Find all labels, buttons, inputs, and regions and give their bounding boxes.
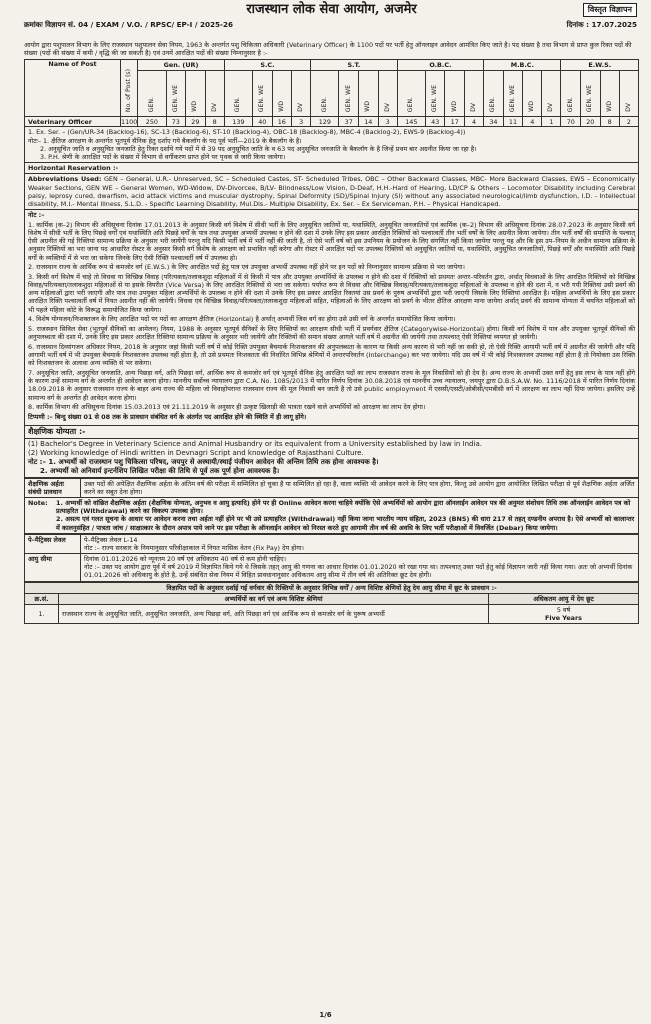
note-item: 4. विशेष योग्यजन/निःशक्तजन के लिए आरक्षित पदों पर पदों का आरक्षण क्षैतिज (Horizontal) है अर्थात् अभ्यर्थी जिस वर्ग का होगा उसे उसी वर्ग के अन्तर्गत समायोजित किया जायेगा। <box>28 315 456 324</box>
page-number: 1/6 <box>319 1011 332 1020</box>
note-item: 2. राजस्थान राज्य के आर्थिक रूप से कमजोर वर्ग (E.W.S.) के लिए आरक्षित पदों हेतु पात्र एवं उपयुक्त अभ्यर्थी उपलब्ध नहीं होने पर इन पदों को निम्नानुसार सामान्य प्रक्रिया से भरा जायेगा। <box>28 263 465 272</box>
page-title: राजस्थान लोक सेवा आयोग, अजमेर <box>246 2 417 17</box>
qualification-note: नोट :– 1. अभ्यर्थी को राजस्थान पशु चिकित्सा परिषद, जयपुर से अस्थायी/स्थाई पंजीयन आवेदन की अन्तिम तिथि तक होना आवश्यक है। <box>28 457 379 466</box>
pay-note: नोट :– राज्य सरकार के नियमानुसार परिवीक्षाकाल में नियत मासिक वेतन (Fix Pay) देय होगा। <box>84 543 304 552</box>
sub-header: GEN. WE <box>252 71 272 117</box>
note-item: 3. किसी वर्ग विशेष में चाहे तो विधवा या विच्छिन्न विवाह (परित्यक्ता/तलाकशुदा महिलाओं में से किसी में पात्र और उपयुक्त अभ्यर्थियों के उपलब्ध न होने की दशा में रिक्तियों को प्रथमतः अन्तर–परिवर्तन द्वारा, अर्थात् विधवाओं के लिए आरक्षित रिक्तियों को विच्छिन्न विवाह/परित्यक्ता/तलाकशुदा महिलाओं से या इसके विपरीत (Vice Versa) के लिए आरक्षित रिक्तियों से भरा जा सकेगा। पर्याप्त रूप से विधवा और विच्छिन्न विवाह/परित्यक्ता/तलाकशुदा महिलाओं के उपलब्ध न होने की दशा में, न भरी गयी रिक्तियां उसी प्रवर्ग की अन्य महिलाओं द्वारा भरी जाएगी और पात्र तथा उपयुक्त महिला अभ्यर्थियों के उपलब्ध न होने की दशा में उनके लिए इस प्रकार आरक्षित रिक्तयां उस प्रवर्ग के पुरुष अभ्यर्थियों द्वारा भरी जाएगी जिसके लिए रिक्तियां आरक्षित है। महिला अभ्यर्थियों के लिए इस प्रकार आरक्षित रिक्ति पश्चात्वर्ती वर्ष में नियत अग्रनीत नहीं की जायेगी। विधवा एवं विच्छिन्न विवाह/परित्यक्ता/तलाकशुदा महिलाओं सहित, महिलाओं के लिए आरक्षण को प्रवर्ग के भीतर क्षैतिज आरक्षण माना जायेगा अर्थात् प्रवर्ग की सामान्य योग्यता में चयनित महिलाओं को भी पहले महिला कोटे के विरूद्ध समायोजित किया जायेगा। <box>28 272 635 314</box>
pay-level-key: पे–मैट्रिक्स लेवल <box>25 534 81 553</box>
main-note-item: 2. असत्य एवं गलत सूचना के आधार पर आवेदन करना तथा अर्हता नहीं होने पर भी उसे प्रत्याहरित (Withdrawal) नहीं किया जाना भारतीय न्याय संहिता, 2023 (BNS) की धारा 217 से तहत् दण्डनीय अपराध है। ऐसे अभ्यर्थी को कालान्तर में कालनुसंहित / पात्रता जांच / साक्षात्कार के दौरान अपात्र पाये जाने पर इस परीक्षा के ऑनलाईन आवेदन को निरस्त करते हुए आगामी तीन वर्ष की अवधि के लिए भर्ती परीक्षाओं में विवर्जित (Debar) किया जायेगा। <box>56 515 635 532</box>
sub-header: GEN. WE <box>339 71 359 117</box>
notes-heading: नोट :– <box>28 211 45 220</box>
row-age-hindi: 5 वर्ष <box>556 606 571 615</box>
qualification-item: (1) Bachelor's Degree in Veterinary Science and Animal Husbandry or its equivalent from a University established by law in India. <box>28 439 482 448</box>
group-header: O.B.C. <box>397 60 483 71</box>
col-sn: क्र.सं. <box>25 593 59 604</box>
vacancy-value: 129 <box>311 117 339 127</box>
backlog-note: 2. अनुसूचित जाति व अनुसूचित जनजाति हेतु रिक्त दर्शाये गये पदों में से 39 पद अनुसूचित जाति के व 63 पद अनुसूचित जनजाति के बैकलॉग के है जिन्हें प्रथम बार अग्रनीत किया जा रहा है। <box>40 144 477 153</box>
vacancy-value: 2 <box>619 117 638 127</box>
relaxation-caption: विज्ञापित पदों के अनुसार दर्शाई गई वर्गवार की रिक्तियों के अनुसार विभिन्न वर्गों / अन्य विशिष्ट श्रेणियों हेतु देय आयु सीमा में छूट के प्रावधान :- <box>25 582 639 593</box>
age-limit-line: दिनांक 01.01.2026 को न्यूनतम 20 वर्ष एवं अधिकतम 40 वर्ष से कम होनी चाहिए। <box>84 555 287 564</box>
group-header: S.C. <box>224 60 310 71</box>
backlog-line: 1. Ex. Ser. – (Gen/UR-34 (Backlog-16), SC-13 (Backlog-6), ST-10 (Backlog-4), OBC-18 (Backlog-8), MBC-4 (Backlog-2), EWS-9 (Backlog-4)) <box>28 128 466 137</box>
pay-level-value: पे–मैट्रिक्स लेवल L-14 <box>84 535 138 544</box>
post-count: 1100 <box>121 117 138 126</box>
header <box>24 0 639 40</box>
vacancy-value: 20 <box>581 117 601 127</box>
sub-header: WD <box>600 71 619 117</box>
col-category: अभ्यर्थियों का वर्ग एवं अन्य विशिष्ट श्रेणियां <box>59 593 489 604</box>
vacancy-row <box>25 117 639 127</box>
sub-header: WD <box>186 71 206 117</box>
note-item: 7. अनुसूचित जाति, अनुसूचित जनजाति, अन्य पिछड़ा वर्ग, अति पिछड़ा वर्ग, आर्थिक रूप से कमजोर वर्ग एवं भूतपूर्व सैनिक हेतु आरक्षित पदों का लाभ राजस्थान राज्य के मूल निवासियों को ही देय है। अन्य राज्य के अभ्यर्थी उक्त वर्गों हेतु इस लाभ के पात्र नहीं होंगे के कारण उन्हें सामान्य वर्ग के अन्तर्गत ही आवेदन करना होगा। माननीय सर्वोच्च न्यायालय द्वारा C.A. No. 1085/2013 में पारित निर्णय दिनांक 30.08.2018 एवं माननीय उच्च न्यायालय, जयपुर द्वारा D.B.S.A.W. No. 1116/2018 में पारित निर्णय दिनांक 18.09.2018 के अनुसार राजस्थान राज्य के बाहर अन्य राज्य की महिला जो विवाहोपरान्त राजस्थान राज्य की मूल निवासी बन जाती है तो उसे public employment में एससी/एसटी/ओबीसी/एमबीसी वर्ग में आरक्षण का लाभ नहीं दिया जायेगा। इसलिए उन्हें सामान्य वर्ग के अन्तर्गत ही आवेदन करना होगा। <box>28 368 635 402</box>
abbreviations-block <box>24 174 639 210</box>
sub-header: GEN. <box>561 71 581 117</box>
qualification-title: शैक्षणिक योग्यता :- <box>24 426 639 439</box>
vacancy-value: 145 <box>397 117 425 127</box>
vacancy-value: 139 <box>224 117 252 127</box>
eligibility-value: उक्त पदों की अपेक्षित शैक्षणिक अर्हता के अंतिम वर्ष की परीक्षा में सम्मिलित हो चुका है या सम्मिलित हो रहा है, वाला व्यक्ति भी आवेदन करने के लिए पात्र होगा, किन्तु उसे आयोग द्वारा आयोजित लिखित परीक्षा से पूर्व शैक्षणिक अर्हता अर्जित करने का सबूत देना होगा। <box>81 478 639 497</box>
vacancy-value: 4 <box>465 117 484 127</box>
sub-header: GEN. WE <box>503 71 523 117</box>
vacancy-value: 73 <box>166 117 186 127</box>
age-limit-key: आयु सीमा <box>25 554 81 582</box>
vacancy-value: 8 <box>205 117 224 127</box>
abbreviations-text: GEN – General, U.R.- Unreserved, SC – Scheduled Castes, ST- Scheduled Tribes, OBC – Other Backward Classes, MBC- More Backward Classes, EWS – Economically Weaker Sections, GEN WE – General Women, WD-Widow, DV-Divorcee, B/LV- Blindness/Low Vision, D-Deaf, H.H.-Hard of Hearing, LD/CP & Others – Locomotor Disability including Cerebral palsy, leprosy cured, dwarfism, acid attack victims and muscular dystrophy, Spinal Deformity (SD)/Spinal Injury (SI) without any associated neurological/limb dysfunction, I.D. - Intellectual disability, M.I.- Mental Illness, S.L.D. - Specific Learning Disability, Mul.Dis.- Multiple Disability, Ex. Ser. – Ex Serviceman, P.H. – Physical Handicaped. <box>28 175 635 208</box>
qualification-item: (2) Working knowledge of Hindi written in Devnagri Script and knowledge of Rajasthani Culture. <box>28 448 364 457</box>
row-sn: 1. <box>25 605 59 624</box>
pay-age-table <box>24 534 639 582</box>
reference-number: क्रमांकः विज्ञापन सं. 04 / EXAM / V.O. / RPSC/ EP-I / 2025-26 <box>24 20 233 29</box>
sub-header: GEN. <box>138 71 166 117</box>
group-header: S.T. <box>311 60 397 71</box>
vacancy-value: 16 <box>272 117 292 127</box>
sub-header: WD <box>359 71 379 117</box>
abbreviations-label: Abbreviations Used: <box>28 175 102 184</box>
vacancy-value: 1 <box>542 117 561 127</box>
note-item: 8. कार्मिक विभाग की अधिसूचना दिनांक 15.03.2013 एवं 21.11.2019 के अनुसार ही उत्कृष्ट खिलाड़ी की पात्रता रखने वाले अभ्यर्थियों को आरक्षण का लाभ देय होगा। <box>28 403 426 412</box>
vacancy-value: 34 <box>484 117 504 127</box>
vacancy-value: 3 <box>378 117 397 127</box>
intro-paragraph: आयोग द्वारा पशुपालन विभाग के लिए राजस्थान पशुपालन सेवा नियम, 1963 के अन्तर्गत पशु चिकित्सा अधिकारी (Veterinary Officer) के 1100 पदों पर भर्ती हेतु ऑनलाइन आवेदन आमंत्रित किए जाते है। पद संख्या है तथा विभाग से प्राप्त कुल रिक्त पदों की संख्या (पदों की संख्या में कमी / वृद्धि की जा सकती है) एवं उनमें आरक्षित पदों की संख्या निम्नानुसार है :- <box>24 41 632 58</box>
sub-header: GEN. <box>224 71 252 117</box>
notes-block <box>24 210 639 426</box>
advertisement-date: दिनांक : 17.07.2025 <box>566 20 637 29</box>
vacancy-value: 17 <box>445 117 465 127</box>
main-note-label: Note: <box>28 498 48 507</box>
note-item: 1. कार्मिक (क–2) विभाग की अधिसूचना दिनांक 17.01.2013 के अनुसार किसी वर्ग विशेष में सीधी भर्ती के लिए अनुसूचित जातियों या, यथास्थिति, अनुसूचित जनजातियों एवं कार्मिक (क–2) विभाग की अधिसूचना दिनांक 28.07.2023 के अनुसार किसी वर्ग विशेष में सीधी भर्ती के लिए पिछड़े वर्गों एवं यथास्थिति अति पिछड़े वर्गों के पात्र तथा उपयुक्त अभ्यर्थी उपलब्ध न होने की दशा में उनके लिए इस प्रकार आरक्षित रिक्तियों को पश्चात्वर्ती तीन भर्ती वर्षों के लिए अग्रनीत किया जायेगा। तीन भर्ती वर्षों की समाप्ति के पश्चात् ऐसी अग्रनीत की गई रिक्तियां सामान्य प्रक्रिया के अनुसार भरी जायेंगी परन्तु यदि किसी भर्ती वर्ष में भर्ती नहीं की जाती है, तो ऐसे भर्ती वर्ष को इस उपनियम के प्रयोजन के लिए संगणित नहीं किया जायेगा परन्तु यह और कि इस उप–नियम के अधीन सामान्य प्रक्रिया के अनुसार रिक्तियों का भरा जाना पद आधारित रोस्टर के अनुसार किसी वर्ग विशेष के आरक्षण को प्रभावित नहीं करेगा और रोस्टर में आरक्षित पदों पर उपलब्ध रिक्तियों को अनुसूचित जातियों या, यथास्थिति, अनुसूचित जनजातियों, पिछड़े वर्गों और यथास्थिति अति पिछड़े वर्गों के व्यक्तियों में से भरा जा सकेगा जिनके लिए ऐसी रिक्ति पश्चात्वर्ती वर्ष में उपलब्ध हो। <box>28 220 635 262</box>
vacancy-value: 8 <box>600 117 619 127</box>
main-note-item: 1. अभ्यर्थी को वांछित शैक्षणिक अर्हता (शैक्षणिक योग्यता, अनुभव व आयु इत्यादि) होने पर ही Online आवेदन करना चाहिये क्योंकि ऐसे अभ्यर्थियों को आयोग द्वारा ऑनलाईन आवेदन पत्र की अनुमत संशोधन तिथि तक ऑनलाईन आवेदन पत्र को प्रत्याहरित (Withdrawal) करने का विकल्प उपलब्ध होगा। <box>56 498 631 516</box>
vacancy-value: 43 <box>425 117 445 127</box>
sub-header: WD <box>272 71 292 117</box>
backlog-block <box>24 127 639 163</box>
sub-header: DV <box>292 71 311 117</box>
note-item: 6. राजस्थान दिव्यांगजन अधिकार नियम, 2018 के अनुसार जहां किसी भर्ती वर्ष में कोई रिक्ति उपयुक्त बैचमार्क निःशक्तजन की अनुपलब्धता के कारण या किसी अन्य कारण से भरी नहीं जा सकी हो, तो ऐसी रिक्ति आगामी भर्ती वर्ष में अग्रनीत की जायेगी और यदि आगामी भर्ती वर्ष में भी उपयुक्त बैचमार्क निःशक्तजन उपलब्ध नहीं होता है, तो उसे प्रथमतः निःशक्तता की निर्धारित विभिन्न श्रेणियों में अन्तरपरिवर्तन (Interchange) कर भरा जायेगा। यदि उस वर्ष में भी कोई निःशक्तजन उपलब्ध नहीं होता है तो नियोक्ता उस रिक्ति को निःशक्तजन के अलावा अन्य व्यक्ति से भर सकेगा। <box>28 342 635 368</box>
vacancy-value: 11 <box>503 117 523 127</box>
vacancy-value: 4 <box>523 117 542 127</box>
group-header: E.W.S. <box>561 60 639 71</box>
sub-header: GEN. <box>311 71 339 117</box>
sub-header: GEN. <box>397 71 425 117</box>
vacancy-value: 250 <box>138 117 166 127</box>
vacancy-value: 70 <box>561 117 581 127</box>
sub-header: GEN. WE <box>166 71 186 117</box>
sub-header: GEN. WE <box>581 71 601 117</box>
vacancy-value: 29 <box>186 117 206 127</box>
nop-header: No. of Post (s) <box>121 60 138 117</box>
note-item: 5. राजस्थान सिविल सेवा (भूतपूर्व सैनिकों का आमेलन) नियम, 1988 के अनुसार भूतपूर्व सैनिकों के लिए रिक्तियों का आरक्षण सीधी भर्ती में प्रवर्गवार क्षैतिज (Categorywise-Horizontal) होगा। किसी वर्ग विशेष में पात्र और उपयुक्त भूतपूर्व सैनिकों की अनुपलब्धता की दशा में, उनके लिए इस प्रकार आरक्षित रिक्तियां सामान्य प्रक्रिया के अनुसार भरी जायेंगी और रिक्तियों की समान संख्या आगले भर्ती वर्ष में अग्रनीत की जायेगी तथा तत्पश्चात् ऐसी रिक्तियां व्यपगत हो जायेगी। <box>28 325 635 342</box>
reference-line <box>24 20 639 29</box>
vacancy-value: 14 <box>359 117 379 127</box>
row-category: राजस्थान राज्य के अनुसूचित जाति, अनुसूचित जनजाति, अन्य पिछड़ा वर्ग, अति पिछड़ा वर्ग एवं आर्थिक रूप से कमजोर वर्ग के पुरूष अभ्यर्थी <box>59 605 489 624</box>
sub-header: WD <box>523 71 542 117</box>
sub-header: DV <box>465 71 484 117</box>
qualification-block <box>24 439 639 478</box>
vacancy-value: 3 <box>292 117 311 127</box>
backlog-note: नोटः– 1. क्षैतिज आरक्षण के अन्तर्गत भूतपूर्व सैनिक हेतु दर्शाए गये बैकलॉग के पद पूर्व भर्ती—2019 के बैकलॉग के है। <box>28 136 302 145</box>
col-age: अधिकतम आयु में देय छूट <box>489 593 639 604</box>
backlog-note: 3. P.H. श्रेणी के आरक्षित पदों के संख्या में विभाग से वर्गीकरण प्राप्त होने पर पृथक से जारी किया जायेगा। <box>40 152 286 161</box>
sub-header: DV <box>542 71 561 117</box>
eligibility-table <box>24 478 639 498</box>
vacancy-value: 40 <box>252 117 272 127</box>
horizontal-reservation-title: Horizontal Reservation :- <box>28 164 119 173</box>
table-row <box>25 605 639 624</box>
vacancy-table <box>24 59 639 127</box>
tippani-note: टिप्पणी :– बिन्दु संख्या 01 से 08 तक के प्रावधान संबंधित वर्ग के अंतर्गत पद आरक्षित होने की स्थिति में ही लागू होंगे। <box>28 412 307 421</box>
age-limit-note: नोट :– उक्त पद आयोग द्वारा पूर्व में वर्ष 2019 में विज्ञापित किये गये थे जिसके तहत् आयु की गणना का आधार दिनांक 01.01.2020 को रखा गया था। तत्पश्चात् उक्त पदों हेतु कोई विज्ञापन जारी नहीं किया गया। अतः जो अभ्यर्थी दिनांक 01.01.2026 को अधिकायु के होते है, उन्हें संबंधित सेवा नियम में विहित प्रावधानानुसार अधिकतम आयु सीमा में तीन वर्ष की अतिरिक्त छूट देय होगी। <box>84 563 633 580</box>
horizontal-reservation <box>24 163 639 174</box>
row-age-english: Five Years <box>545 614 582 623</box>
sub-header: DV <box>378 71 397 117</box>
sub-header: DV <box>205 71 224 117</box>
vacancy-value: 37 <box>339 117 359 127</box>
advertisement-badge: विस्तृत विज्ञापन <box>583 3 637 17</box>
age-relaxation-table <box>24 582 639 625</box>
sub-header: GEN. <box>484 71 504 117</box>
qualification-note: 2. अभ्यर्थी को अनिवार्य इन्टर्नशिप लिखित परीक्षा की तिथि से पूर्व तक पूर्ण होना आवश्यक है। <box>40 466 280 475</box>
main-note <box>24 498 639 534</box>
post-name: Veterinary Officer <box>25 117 121 127</box>
group-header: M.B.C. <box>484 60 561 71</box>
sub-header: WD <box>445 71 465 117</box>
sub-header: GEN. WE <box>425 71 445 117</box>
sub-header: DV <box>619 71 638 117</box>
post-header: Name of Post <box>25 60 121 117</box>
eligibility-key: शैक्षणिक अर्हता संबंधी प्रावधान <box>25 478 81 497</box>
group-header: Gen. (UR) <box>138 60 224 71</box>
